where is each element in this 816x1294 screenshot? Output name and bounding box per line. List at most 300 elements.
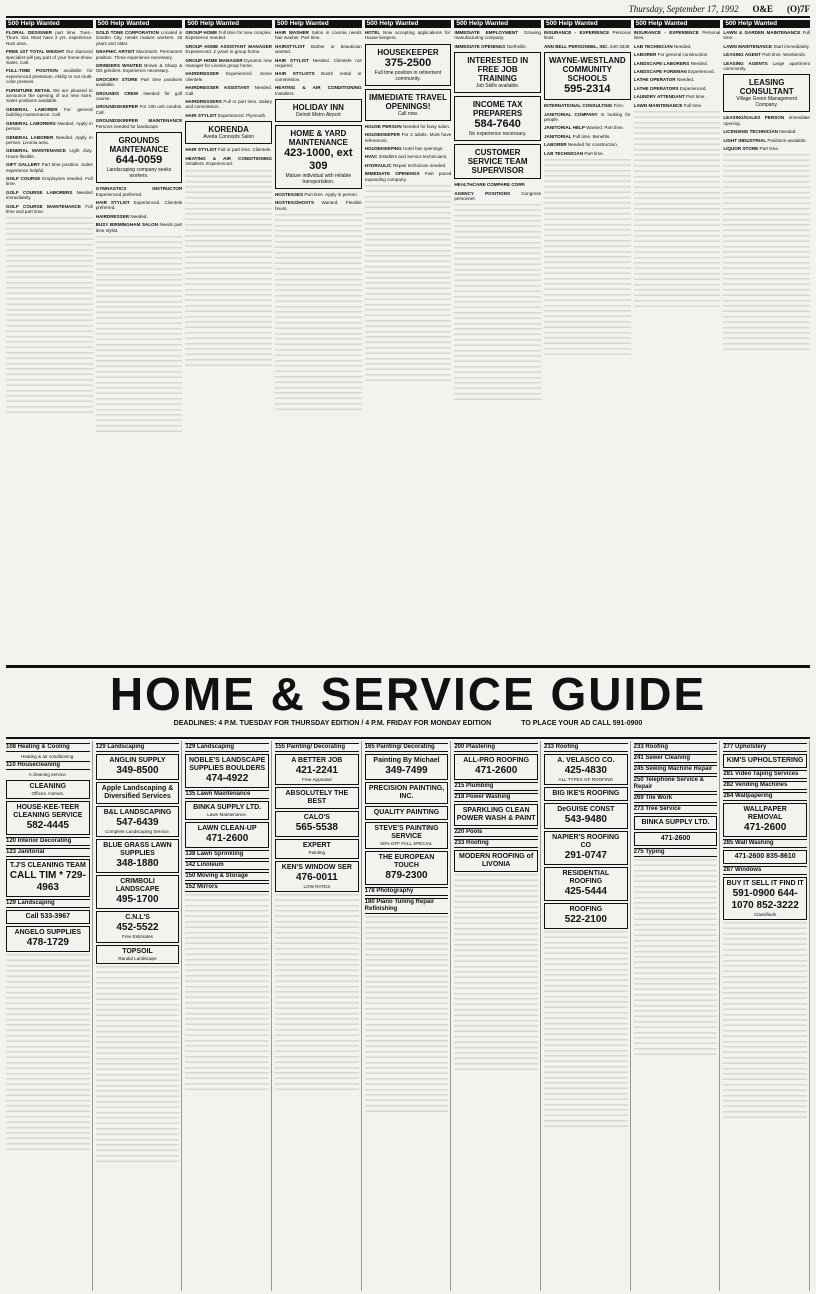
ad-heading: CUSTOMER SERVICE TEAM SUPERVISOR	[467, 148, 528, 176]
body-text-filler	[6, 217, 93, 417]
classified-ad	[6, 148, 93, 159]
classified-ad	[634, 86, 721, 91]
classified-ad	[185, 44, 272, 55]
ad-heading: ROOFING	[569, 906, 603, 914]
ad-body: Located in Garden City, needs mature workers. 20 years and older.	[95, 30, 183, 46]
ad-title: HAIR STYLIST	[95, 199, 134, 205]
ad-title: GROUP HOME ASSISTANT MANAGER	[185, 43, 272, 49]
service-guide-listings	[6, 741, 810, 1291]
ad-title: GENERAL LABORERS	[6, 120, 58, 126]
guide-column	[365, 741, 452, 1291]
guide-column	[96, 741, 183, 1291]
ad-body: Start immediately.	[773, 43, 810, 49]
classified-ad	[185, 85, 272, 96]
ad-heading: Call 533-3967	[25, 913, 71, 921]
ad-body: Full or part time. Clientele.	[218, 147, 272, 153]
ad-title: HOTEL	[364, 30, 383, 35]
ad-heading: NAPIER'S ROOFING CO	[552, 834, 620, 850]
guide-category-heading: 277 Upholstery	[723, 743, 807, 752]
ad-title: JANITORIAL COMPANY	[543, 111, 601, 117]
ad-phone-number: 349-8500	[116, 765, 159, 776]
ad-title: HAIR STYLIST	[185, 112, 218, 118]
help-wanted-column	[275, 20, 362, 663]
guide-display-ad	[634, 832, 718, 846]
ad-title: LAWN MAINTENANCE	[723, 43, 774, 49]
ad-body: Fast paced expanding company.	[364, 171, 452, 182]
guide-column	[723, 741, 810, 1291]
ad-subtext: Classifieds	[754, 912, 777, 917]
ad-title: LAB TECHNICIAN	[633, 43, 674, 49]
classified-ad	[365, 132, 452, 143]
guide-display-ad	[96, 875, 180, 909]
ad-title: GOLF COURSE MAINTENANCE	[6, 203, 86, 209]
classified-ad	[634, 69, 721, 74]
ad-phone-number: 349-7499	[385, 765, 428, 776]
ad-title: LABORER	[633, 52, 658, 58]
ad-heading: CLEANING	[29, 782, 67, 790]
ad-phone-number: 375-2500	[384, 56, 432, 69]
ad-body: For general building maintenance. Call.	[6, 106, 93, 118]
body-text-filler	[185, 170, 272, 370]
ad-heading: C.N.L'S	[125, 914, 150, 922]
ad-body: Immediate opening.	[723, 115, 810, 126]
ad-heading: RESIDENTIAL ROOFING	[562, 870, 610, 886]
ad-title: LEASING AGENTS	[723, 60, 773, 66]
ad-title: HAIR STYLIST	[185, 147, 218, 153]
ad-heading: ABSOLUTELY THE BEST	[285, 790, 349, 806]
ad-body: part time. Tues.-Thurs. Sat. Must have 2 yrs. experience. Novi area.	[6, 30, 93, 46]
display-ad	[454, 96, 541, 141]
ad-phone-number: 471-2600	[744, 822, 787, 833]
ad-title: HYDRAULIC	[364, 162, 393, 168]
guide-column	[185, 741, 272, 1291]
header-date: Thursday, September 17, 1992	[628, 4, 739, 14]
classified-ad	[723, 146, 810, 151]
ad-title: GROUP HOME	[185, 30, 219, 35]
help-wanted-column	[454, 20, 541, 663]
ad-body: Installers. Experienced.	[185, 161, 234, 167]
ad-heading: HOLIDAY INN	[292, 103, 344, 113]
ad-heading: ANGELO SUPPLIES	[14, 929, 82, 937]
guide-deadlines-bar	[6, 720, 810, 727]
ad-heading: BIG IKE'S ROOFING	[552, 790, 620, 798]
ad-title: LEASING/SALES PERSON	[723, 115, 789, 121]
classified-ad	[544, 103, 631, 108]
ad-body: Repair technician needed.	[392, 162, 447, 168]
ad-title: GROCERY STORE	[95, 76, 141, 82]
guide-category-heading: 282 Vending Machines	[723, 781, 807, 790]
ad-body: Needed immediately.	[6, 189, 93, 201]
ad-title: GRAPHIC ARTIST	[95, 49, 137, 55]
guide-display-ad	[6, 780, 90, 799]
guide-display-ad	[365, 851, 449, 885]
guide-category-heading: 135 Lawn Maintenance	[185, 790, 269, 799]
guide-display-ad	[275, 839, 359, 858]
classified-ad	[634, 30, 721, 41]
ad-body: Personal lines.	[633, 30, 721, 41]
ad-heading: EXPERT	[302, 842, 331, 850]
guide-category-heading: 129 Landscaping	[96, 743, 180, 752]
ad-body: For general construction.	[657, 52, 709, 58]
ad-subtext: Aveda Concepts Salon	[203, 134, 255, 141]
ad-heading: Apple Landscaping & Diversified Services	[101, 785, 174, 800]
help-wanted-column	[6, 20, 93, 663]
guide-deadlines: DEADLINES: 4 P.M. TUESDAY FOR THURSDAY EDITION / 4 P.M. FRIDAY FOR MONDAY EDITION	[173, 720, 492, 727]
classified-ad	[544, 134, 631, 139]
display-ad	[723, 74, 810, 112]
ad-heading: GROUNDS MAINTENANCE	[109, 136, 169, 155]
ad-heading: QUALITY PAINTING	[373, 809, 440, 816]
classified-ad	[185, 30, 272, 41]
guide-category-heading: 284 Wallpapering	[723, 792, 807, 801]
ad-heading: T.J'S CLEANING TEAM	[9, 862, 86, 870]
guide-display-ad	[96, 911, 180, 942]
classified-ad	[365, 171, 452, 182]
guide-column	[6, 741, 93, 1291]
body-text-filler	[275, 214, 362, 414]
ad-title: GOLF COURSE	[6, 175, 43, 181]
classified-ad	[96, 200, 183, 211]
ad-body: Part time.	[685, 94, 706, 100]
ad-title: LIQUOR STORE	[723, 146, 760, 152]
ad-title: GIFT GALLERY	[6, 162, 42, 168]
ad-phone-number: 348-1880	[116, 858, 159, 870]
display-ad	[275, 125, 362, 189]
body-text-filler	[6, 954, 90, 1154]
ad-title: HEALTHCARE COMPARE CORP.	[454, 182, 526, 188]
help-wanted-column	[365, 20, 452, 663]
ad-heading: B&L LANDSCAPING	[103, 809, 172, 816]
ad-title: HAIRDRESSERS	[185, 99, 224, 105]
ad-title: GOLF COURSE LABORERS	[6, 189, 77, 195]
ad-subtext: Detroit Metro Airport	[295, 112, 341, 119]
ad-body: Full time for new complex. Experience needed.	[185, 30, 272, 41]
body-text-filler	[723, 154, 810, 354]
guide-display-ad	[275, 754, 359, 785]
classified-ad	[185, 113, 272, 118]
ad-title: BUSY BIRMINGHAM SALON	[95, 222, 160, 228]
ad-body: Full time.	[683, 102, 703, 108]
body-text-filler	[454, 204, 541, 404]
ad-title: HAIR STYLIST	[274, 57, 313, 63]
ad-heading: ALL-PRO ROOFING	[463, 757, 530, 764]
ad-title: GRINDERS WANTED	[95, 63, 145, 69]
guide-display-ad	[634, 816, 718, 830]
ad-body: Dynamic new manager for Livonia group home.	[185, 57, 272, 69]
ad-title: LICENSING TECHNICIAN	[723, 129, 780, 135]
guide-category-heading: 152 Mirrors	[185, 883, 269, 892]
guide-category-heading: 215 Plumbing	[454, 782, 538, 791]
guide-category-heading: 218 Power Washing	[454, 793, 538, 802]
ad-phone-number: 474-4922	[206, 773, 249, 784]
ad-phone-number: 471-2600	[206, 833, 249, 845]
ad-heading: HOME & YARD MAINTENANCE	[288, 129, 348, 148]
ad-phone-number: 644-0059	[115, 154, 163, 167]
guide-category-heading: 250 Telephone Service & Repair	[634, 776, 718, 792]
ad-body: Part time. Weekends.	[762, 52, 807, 58]
guide-column	[544, 741, 631, 1291]
ad-title: IMMEDIATE OPENINGS	[364, 171, 425, 177]
ad-heading: Painting By Michael	[373, 757, 440, 764]
ad-heading: A BETTER JOB	[291, 757, 343, 764]
guide-display-ad	[96, 782, 180, 804]
ad-subtext: Randal Landscape	[118, 955, 157, 961]
ad-body: Experienced. Some clientele.	[185, 71, 272, 82]
ad-body: Needed. Apply in person.	[6, 120, 93, 132]
guide-display-ad	[185, 754, 269, 788]
display-ad	[365, 89, 452, 121]
ad-body: Light duty. Hours flexible.	[6, 148, 93, 159]
ad-body: Barber or beautician wanted.	[274, 43, 362, 55]
guide-category-heading: 129 Landscaping	[6, 899, 90, 908]
ad-heading: BINKA SUPPLY LTD.	[641, 819, 710, 826]
ad-phone-number: 584-7640	[474, 118, 521, 131]
ad-title: INSURANCE - EXPERIENCE	[543, 30, 613, 35]
classified-ad	[96, 49, 183, 60]
guide-display-ad	[544, 831, 628, 865]
guide-display-ad	[544, 754, 628, 785]
ad-body: Growing manufacturing company.	[454, 30, 541, 41]
ad-subtext: ALL TYPES OF ROOFING	[558, 777, 614, 782]
ad-body: Experienced. Plymouth.	[218, 112, 267, 118]
ad-body: Full time.	[723, 30, 810, 41]
guide-display-ad	[185, 801, 269, 820]
guide-display-ad	[275, 787, 359, 809]
classified-ad	[6, 121, 93, 132]
ad-title: HAIR STYLISTS	[274, 71, 322, 77]
ad-title: LIGHT INDUSTRIAL	[723, 137, 768, 143]
classified-ad	[96, 77, 183, 88]
ad-title: LATHE OPERATORS	[633, 85, 680, 91]
ad-heading: PRECISION PAINTING, INC.	[368, 785, 445, 800]
ad-title: LANDSCAPE LABORERS	[633, 60, 691, 66]
ad-heading: 471-2600 835-8610	[734, 853, 796, 860]
ad-phone-number: 547-6439	[116, 817, 159, 828]
ad-title: FULL-TIME POSITION	[6, 68, 64, 74]
classified-ad	[96, 222, 183, 233]
ad-phone-number: CALL TIM * 729-4963	[9, 870, 86, 894]
classified-ad	[96, 214, 183, 219]
ad-heading: HOUSEKEEPER	[377, 47, 439, 57]
ad-title: HAIRDRESSER ASSISTANT	[185, 85, 255, 91]
ad-title: LANDSCAPE FOREMAN	[633, 69, 689, 75]
guide-category-heading: 233 Roofing	[544, 743, 628, 752]
ad-body: Needed.	[779, 129, 797, 135]
column-heading: 500 Help Wanted	[723, 20, 810, 28]
ad-subtext: Mature individual with reliable transportation.	[285, 173, 352, 186]
classified-ad	[96, 91, 183, 102]
ad-heading: BLUE GRASS LAWN SUPPLIES	[103, 842, 172, 858]
ad-body: Salon in Livonia needs hair washer. Part time.	[274, 30, 362, 41]
header-page-number: (O)7F	[787, 4, 810, 14]
guide-display-ad	[96, 839, 180, 873]
ad-title: GYMNASTICS INSTRUCTOR	[95, 186, 183, 192]
guide-place-ad: TO PLACE YOUR AD CALL 591-0900	[521, 720, 643, 727]
guide-display-ad	[723, 754, 807, 768]
body-text-filler	[544, 159, 631, 359]
classified-ad	[723, 30, 810, 41]
ad-phone-number: 291-0747	[564, 850, 607, 862]
ad-body: Hotel has openings.	[402, 146, 444, 152]
guide-display-ad	[365, 754, 449, 780]
ad-phone-number: 452-5522	[116, 922, 159, 934]
guide-category-heading: 220 Pools	[454, 828, 538, 837]
ad-body: Part time.	[759, 146, 780, 152]
classified-ad	[6, 49, 93, 65]
ad-heading: CRIMBOLI LANDSCAPE	[115, 878, 160, 894]
guide-display-ad	[96, 945, 180, 964]
home-service-guide-banner	[6, 665, 810, 739]
ad-body: Experienced.	[688, 69, 715, 75]
ad-title: GROUNDSKEEPER MAINTENANCE	[95, 118, 183, 124]
ad-title: FURNITURE RETAIL	[6, 87, 53, 93]
classified-ad	[275, 44, 362, 55]
help-wanted-column	[634, 20, 721, 663]
ad-heading: WALLPAPER REMOVAL	[743, 806, 787, 821]
classified-ad	[185, 58, 272, 69]
classified-ad	[544, 151, 631, 156]
ad-heading: THE EUROPEAN TOUCH	[378, 854, 435, 870]
guide-category-heading: 245 Sewing Machine Repair	[634, 765, 718, 774]
guide-display-ad	[454, 850, 538, 872]
ad-body: Macintosh. Permanent position. Three experience necessary.	[95, 49, 183, 60]
ad-phone-number: 495-1700	[116, 894, 159, 906]
ad-title: HOSTESS/HOSTS	[274, 200, 322, 206]
ad-title: IMMEDIATE EMPLOYMENT	[454, 30, 524, 35]
ad-title: LEASING AGENT	[723, 52, 763, 58]
ad-body: Is looking for people.	[543, 111, 631, 123]
classified-ad	[723, 44, 810, 49]
ad-body: Now accepting applications for: House keepers.	[364, 30, 452, 41]
ad-body: Full or part time. Salary and commission.	[185, 99, 272, 110]
ad-subtext: Call now.	[397, 110, 419, 117]
classified-ad	[454, 44, 541, 49]
body-text-filler	[365, 185, 452, 385]
classified-ad	[6, 204, 93, 215]
ad-heading: LEASING CONSULTANT	[739, 78, 794, 97]
ad-phone-number: 476-0011	[295, 871, 338, 883]
guide-display-ad	[6, 859, 90, 897]
classified-ad	[723, 52, 810, 57]
guide-category-heading: 142 Linoleum	[185, 861, 269, 870]
header-section: O&E	[752, 4, 773, 14]
help-wanted-column	[185, 20, 272, 663]
ad-body: Wanted. Part time.	[586, 125, 624, 131]
ad-body: Needed for golf course.	[95, 90, 183, 102]
ad-subtext: No experience necessary.	[468, 131, 527, 138]
ad-subtext: 50% OFF FALL SPECIAL	[380, 841, 433, 846]
ad-subtext: Free Appraisal	[302, 777, 332, 782]
guide-category-heading: 165 Painting/ Decorating	[365, 743, 449, 752]
ad-phone-number: 582-4445	[26, 820, 69, 832]
ad-heading: A. VELASCO CO.	[557, 757, 615, 764]
classified-ad	[6, 107, 93, 118]
ad-body: Needed. Call.	[185, 85, 272, 96]
ad-body: Part time position. Sales experience helpful.	[6, 162, 93, 173]
ad-phone-number: 879-2300	[385, 870, 428, 882]
column-heading: 500 Help Wanted	[454, 20, 541, 28]
ad-title: AGENCY POSITIONS	[454, 190, 522, 196]
ad-body: Needed.	[690, 60, 708, 66]
help-wanted-column	[544, 20, 631, 663]
ad-subtext: Lawn Maintenance.	[207, 812, 248, 817]
ad-title: HAIR WASHER	[274, 30, 312, 35]
ad-title: HAIRSTYLIST	[274, 43, 312, 49]
guide-display-ad	[544, 903, 628, 929]
ad-title: GENERAL LABORER	[6, 134, 56, 140]
ad-phone-number: 565-5538	[295, 822, 338, 834]
ad-heading: STEVE'S PAINTING SERVICE	[374, 825, 439, 840]
display-ad	[275, 99, 362, 122]
guide-category-heading: 233 Roofing	[634, 743, 718, 752]
guide-display-ad	[275, 811, 359, 837]
classified-ad	[723, 129, 810, 134]
classified-ad	[723, 138, 810, 143]
guide-display-ad	[544, 803, 628, 829]
ad-title: HVAC	[364, 154, 379, 160]
ad-title: LAB TECHNICIAN	[543, 150, 585, 156]
guide-category-heading: 241 Sewer Cleaning	[634, 754, 718, 763]
help-wanted-section	[6, 20, 810, 663]
ad-body: Needed. Apply in person. Livonia area.	[6, 134, 93, 145]
classified-ad	[454, 30, 541, 41]
ad-title: FLORAL DESIGNER	[6, 30, 56, 35]
classified-ad	[365, 146, 452, 151]
body-text-filler	[96, 966, 180, 1166]
classified-ad	[185, 147, 272, 152]
guide-category-heading: 233 Roofing	[454, 839, 538, 848]
ad-title: HAIRDRESSER	[95, 213, 131, 219]
classified-ad	[96, 63, 183, 74]
help-wanted-column	[723, 20, 810, 663]
guide-display-ad	[96, 806, 180, 837]
ad-body: Full time. Benefits.	[572, 133, 611, 139]
ad-subtext: Village Green Management Company.	[736, 96, 798, 109]
ad-title: LAWN MAINTENANCE	[633, 102, 684, 108]
ad-body: Congress personnel.	[454, 190, 541, 202]
guide-display-ad	[454, 804, 538, 826]
ad-title: GROUNDS CREW	[95, 90, 144, 96]
guide-column	[634, 741, 721, 1291]
classified-ad	[275, 71, 362, 82]
ad-heading: KEN'S WINDOW SER	[281, 863, 352, 871]
classified-ad	[6, 30, 93, 46]
ad-title: JANITORIAL	[543, 133, 573, 139]
ad-body: Brown & Sharp & OD grinders. Experience necessary.	[95, 63, 183, 74]
ad-phone-number: 421-2241	[295, 765, 338, 776]
guide-category-heading: 138 Lawn Sprinkling	[185, 850, 269, 859]
ad-title: LAWN & GARDEN MAINTENANCE	[723, 30, 803, 35]
ad-body: 540-3338	[610, 43, 630, 49]
ad-heading: CALO'S	[303, 814, 330, 822]
guide-category-heading: 180 Piano Tuning Repair Refinishing	[365, 898, 449, 914]
ad-body: Persons needed for landscape.	[95, 123, 160, 129]
ad-heading: KORENDA	[208, 125, 249, 135]
column-heading: 500 Help Wanted	[634, 20, 721, 28]
ad-subtext: Painting	[308, 850, 326, 856]
column-heading: 500 Help Wanted	[185, 20, 272, 28]
ad-title: IMMEDIATE OPENINGS	[454, 43, 507, 49]
classified-ad	[723, 61, 810, 72]
ad-subtext: Full time position in retirement community.	[374, 69, 442, 82]
classified-ad	[365, 163, 452, 168]
ad-body: Needed. Clientele not required.	[274, 57, 362, 69]
ad-title: LATHE OPERATOR	[633, 77, 677, 83]
ad-heading: INTERESTED IN FREE JOB TRAINING	[467, 56, 529, 84]
ad-body: Needed for busy salon.	[402, 123, 451, 129]
guide-display-ad	[365, 782, 449, 804]
display-ad	[454, 52, 541, 93]
